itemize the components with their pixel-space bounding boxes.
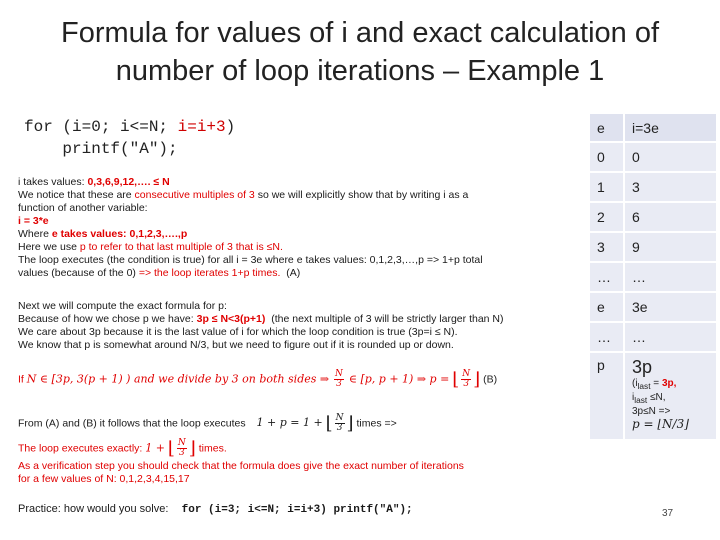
frac-denominator: 3 <box>336 423 343 433</box>
table-header-cell: i=3e <box>625 114 716 143</box>
table-note <box>632 378 712 432</box>
math-text: N ∈ [3p, 3(p + 1) ) and we divide by 3 on both sides ⇒ <box>26 372 330 386</box>
table-row <box>590 143 716 173</box>
code-line-1-prefix: for (i=0; i<=N; <box>24 118 178 136</box>
code-line-1 <box>24 118 235 136</box>
explanation-line-9: Next we will compute the exact formula for p: <box>18 300 227 312</box>
text: If <box>18 373 27 386</box>
text: times. <box>195 442 227 455</box>
frac-denominator: 3 <box>336 379 342 389</box>
table-cell: e <box>590 293 625 323</box>
text: Where <box>18 228 52 240</box>
table-row <box>590 323 716 353</box>
highlight: 3p, <box>661 378 677 389</box>
equation-tag: (B) <box>483 373 498 386</box>
verification-line-1: As a verification step you should check that the formula does give the exact number of iterations <box>18 460 464 472</box>
frac-numerator: N <box>462 369 471 379</box>
explanation-line-3: function of another variable: <box>18 202 148 214</box>
table-cell: 6 <box>625 203 716 233</box>
frac-numerator: N <box>335 413 344 423</box>
math-text: 1 + <box>145 441 165 455</box>
highlight: 3p ≤ N<3(p+1) <box>196 313 266 325</box>
fraction <box>334 370 344 389</box>
text: so we will explicitly show that by writing i as a <box>254 189 469 201</box>
page-number: 37 <box>662 508 674 519</box>
values-table <box>590 114 716 441</box>
table-cell: 0 <box>590 143 625 173</box>
slide-title: Formula for values of i and exact calculation of number of loop iterations – Example 1 <box>60 17 660 87</box>
text: (i <box>632 378 638 389</box>
table-row <box>590 293 716 323</box>
table-cell: p <box>590 353 625 441</box>
frac-numerator: N <box>335 369 343 379</box>
text: ≤N, <box>647 392 666 403</box>
explanation-line-12: We know that p is somewhat around N/3, but we need to figure out if it is rounded up or down. <box>18 339 454 351</box>
table-cell: 0 <box>625 143 716 173</box>
table-row <box>590 263 716 293</box>
result-line <box>18 414 397 433</box>
explanation-line-2 <box>18 189 468 202</box>
text: Here we use <box>18 241 80 253</box>
table-row <box>590 173 716 203</box>
practice-line <box>18 503 413 517</box>
verification-line-2: for a few values of N: 0,1,2,3,4,15,17 <box>18 473 190 485</box>
subscript: last <box>637 381 651 391</box>
subscript: last <box>634 395 648 405</box>
table-cell <box>625 353 716 441</box>
floor-expression: ⌊ $\frac{N}{3}$ ⌋ <box>167 437 196 459</box>
math-text: 1 + p = 1 + <box>256 416 323 430</box>
last-value: 3p <box>632 357 653 377</box>
table-cell: … <box>625 263 716 293</box>
math-text: ∈ [p, p + 1) ⇒ p = <box>348 372 450 386</box>
table-header-row <box>590 114 716 143</box>
code-line-2: printf("A"); <box>24 140 178 158</box>
explanation-line-4: i = 3*e <box>18 215 49 227</box>
practice-code: for (i=3; i<=N; i=i+3) printf("A"); <box>168 504 413 516</box>
text: We notice that these are <box>18 189 135 201</box>
table-header-cell: e <box>590 114 625 143</box>
table-cell: … <box>590 323 625 353</box>
exact-iterations-line <box>18 439 227 458</box>
fraction <box>177 439 187 458</box>
text: From (A) and (B) it follows that the loop executes <box>18 417 246 430</box>
table-row <box>590 233 716 263</box>
table-cell: 3e <box>625 293 716 323</box>
highlight: p to refer to that last multiple of 3 that is ≤N. <box>79 241 283 253</box>
text: Practice: how would you solve: <box>18 503 169 515</box>
explanation-line-8 <box>18 267 300 280</box>
text: (A) <box>280 267 301 279</box>
text: values (because of the 0) <box>18 267 139 279</box>
floor-expression: ⌊ $\frac{N}{3}$ ⌋ <box>452 368 481 390</box>
table-cell: 9 <box>625 233 716 263</box>
explanation-line-7: The loop executes (the condition is true) for all i = 3e where e takes values: 0,1,2,3,…,p => 1+p total <box>18 254 483 266</box>
text: 3p≤N => <box>632 406 671 417</box>
frac-numerator: N <box>177 438 186 448</box>
highlight: 0,3,6,9,12,…. ≤ N <box>87 176 170 188</box>
code-increment: i=i+3 <box>177 118 226 136</box>
fraction <box>335 414 345 433</box>
code-line-1-suffix: ) <box>225 118 236 136</box>
frac-denominator: 3 <box>178 448 185 458</box>
explanation-line-10 <box>18 313 504 326</box>
text: The loop executes exactly: <box>18 442 146 455</box>
table-cell: 3 <box>590 233 625 263</box>
highlight: consecutive multiples of 3 <box>134 189 255 201</box>
explanation-line-6 <box>18 241 283 254</box>
explanation-line-5 <box>18 228 187 241</box>
table-row <box>590 203 716 233</box>
derivation-line <box>18 370 497 389</box>
table-cell: 2 <box>590 203 625 233</box>
floor-expression: ⌊ $\frac{N}{3}$ ⌋ <box>325 412 354 434</box>
text: i takes values: <box>18 176 88 188</box>
explanation-line-1 <box>18 176 170 189</box>
table-cell: … <box>590 263 625 293</box>
table-row <box>590 353 716 441</box>
fraction <box>461 370 471 389</box>
text: (the next multiple of 3 will be strictly larger than N) <box>265 313 504 325</box>
frac-denominator: 3 <box>463 379 470 389</box>
text: i <box>632 392 635 403</box>
highlight: => the loop iterates 1+p times. <box>138 267 281 279</box>
text: Because of how we chose p we have: <box>18 313 197 325</box>
table-cell: 3 <box>625 173 716 203</box>
floor-formula: p = ⌊N/3⌋ <box>632 417 689 431</box>
text: times => <box>353 417 397 430</box>
table-cell: … <box>625 323 716 353</box>
explanation-line-11: We care about 3p because it is the last value of i for which the loop condition is true (3p=i ≤ N). <box>18 326 458 338</box>
highlight: e takes values: 0,1,2,3,….,p <box>51 228 188 240</box>
table-cell: 1 <box>590 173 625 203</box>
text: = <box>650 378 662 389</box>
